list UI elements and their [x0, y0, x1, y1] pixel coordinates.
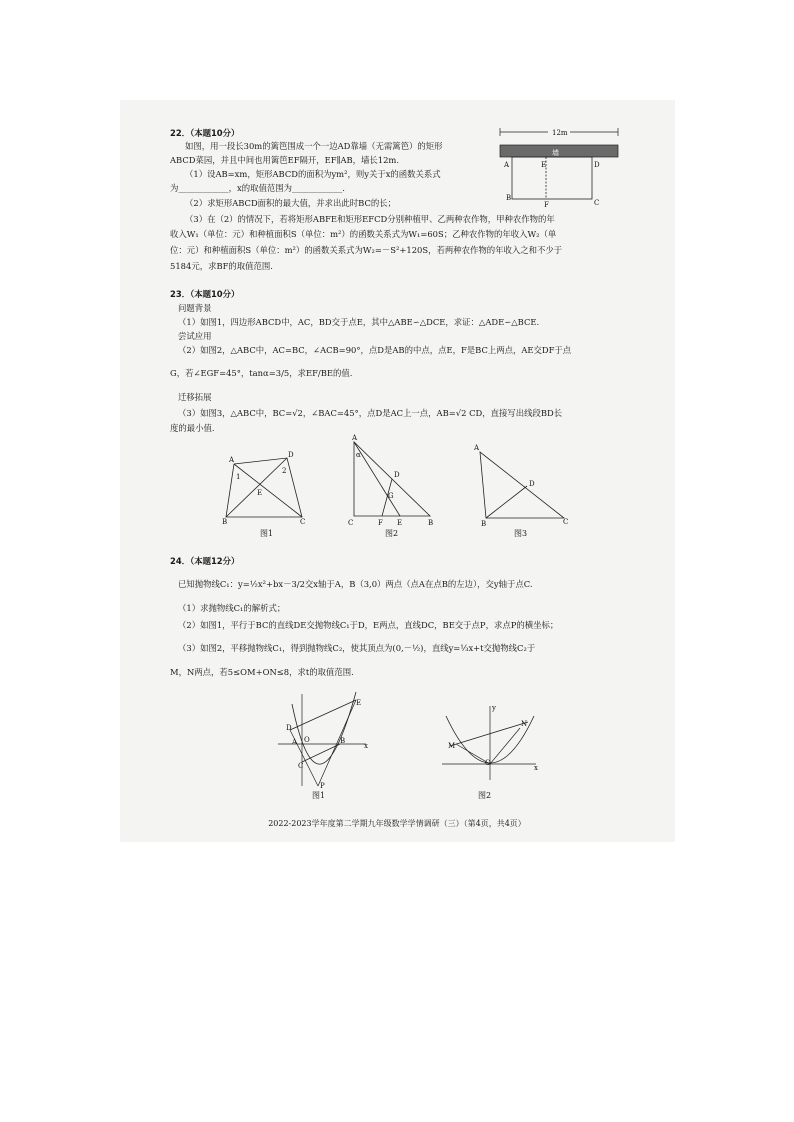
svg-text:B: B	[428, 519, 434, 527]
svg-text:D: D	[288, 451, 294, 459]
point-label: B	[506, 194, 512, 202]
q23-line: 问题背景	[178, 303, 212, 313]
q24-header: 24．（本题12分）	[170, 556, 240, 566]
q24-line: （3）如图2，平移抛物线C₁，得到抛物线C₂，使其顶点为(0,－½)，直线y=⅓x+t交抛物线C₂于	[178, 643, 536, 653]
svg-text:1: 1	[236, 473, 241, 481]
svg-text:A: A	[352, 434, 358, 442]
svg-text:2: 2	[282, 467, 287, 475]
page-footer: 2022-2023学年度第二学期九年级数学学情调研（三）（第4页，共4页）	[268, 819, 526, 828]
q22-figure	[498, 124, 628, 209]
point-label: F	[544, 201, 549, 209]
svg-text:A: A	[229, 456, 235, 464]
q22-line: 5184元，求BF的取值范围.	[170, 261, 273, 271]
q24-line: （1）求抛物线C₁的解析式；	[178, 603, 286, 613]
q22-line: 为____________，x的取值范围为____________.	[170, 183, 345, 193]
svg-text:E: E	[257, 489, 263, 497]
wall-label: 墙	[552, 149, 559, 157]
q24-figure-2	[436, 700, 540, 784]
svg-text:D: D	[286, 724, 292, 732]
svg-text:x: x	[364, 742, 368, 750]
q22-line: （2）求矩形ABCD面积的最大值，并求出此时BC的长；	[185, 198, 397, 208]
svg-text:y: y	[492, 704, 496, 712]
svg-text:D: D	[394, 471, 400, 479]
q23-line: 迁移拓展	[178, 392, 212, 402]
figure-caption: 图1	[260, 529, 274, 538]
svg-text:G: G	[388, 492, 394, 500]
q22-line: （3）在（2）的情况下，若将矩形ABFE和矩形EFCD分别种植甲、乙两种农作物，甲种农作物的年	[185, 214, 555, 224]
figure-caption: 图2	[385, 529, 399, 538]
q22-line: ABCD菜园，并且中间也用篱笆EF隔开，EF∥AB，墙长12m.	[170, 155, 400, 165]
svg-text:F: F	[378, 519, 383, 527]
q23-header: 23．（本题10分）	[170, 289, 240, 299]
figure-caption: 图2	[478, 791, 492, 800]
q22-header: 22．（本题10分）	[170, 128, 240, 138]
q24-line: M，N两点，若5≤OM+ON≤8，求t的取值范围.	[170, 667, 354, 677]
svg-text:C: C	[300, 518, 306, 526]
svg-text:P: P	[320, 782, 325, 790]
point-label: C	[594, 199, 600, 207]
q23-line: G，若∠EGF=45°，tanα=3/5，求EF/BE的值.	[170, 368, 353, 378]
q24-figure-1	[272, 686, 372, 790]
svg-text:O: O	[304, 736, 310, 744]
svg-text:C: C	[298, 762, 304, 770]
svg-text:D: D	[529, 480, 535, 488]
q23-figure-2	[348, 436, 438, 528]
point-label: A	[504, 161, 510, 169]
q23-line: 度的最小值.	[170, 423, 215, 433]
figure-caption: 图3	[514, 529, 528, 538]
svg-text:x: x	[534, 764, 538, 772]
q23-line: （1）如图1，四边形ABCD中，AC，BD交于点E，其中△ABE∽△DCE，求证：△ADE∽△BCE.	[178, 317, 540, 327]
svg-text:M: M	[448, 742, 456, 750]
svg-text:C: C	[563, 518, 569, 526]
q23-line: （3）如图3，△ABC中，BC=√2，∠BAC=45°，点D是AC上一点，AB=√2 CD，直接写出线段BD长	[178, 408, 563, 418]
svg-text:A: A	[474, 444, 480, 452]
figure-caption: 图1	[312, 791, 326, 800]
svg-text:E: E	[397, 519, 403, 527]
q22-line: 如图，用一段长30m的篱笆围成一个一边AD靠墙（无需篱笆）的矩形	[185, 141, 443, 151]
svg-text:B: B	[340, 737, 346, 745]
q23-line: （2）如图2，△ABC中，AC=BC，∠ACB=90°，点D是AB的中点，点E，F是BC上两点，AE交DF于点	[178, 345, 572, 355]
q22-line: 位：元）和种植面积S（单位：m²）的函数关系式为W₂=－S²+120S，若两种农作物的年收入之和不少于	[170, 245, 563, 255]
q22-line: （1）设AB=xm，矩形ABCD的面积为ym²，则y关于x的函数关系式	[185, 169, 441, 179]
svg-text:N: N	[521, 720, 528, 728]
point-label: E	[541, 161, 547, 169]
svg-text:A: A	[292, 738, 298, 746]
svg-text:B: B	[481, 520, 487, 528]
svg-text:E: E	[356, 699, 362, 707]
wall-length-label: 12m	[552, 129, 568, 137]
svg-text:O: O	[485, 759, 491, 767]
svg-text:B: B	[222, 518, 228, 526]
svg-text:α: α	[356, 451, 361, 459]
point-label: D	[594, 161, 600, 169]
q23-line: 尝试应用	[178, 331, 212, 341]
q23-figure-1	[222, 448, 322, 528]
q24-line: 已知抛物线C₁：y=½x²+bx－3/2交x轴于A，B（3,0）两点（点A在点B的左边），交y轴于点C.	[178, 579, 533, 589]
q22-line: 收入W₁（单位：元）和种植面积S（单位：m²）的函数关系式为W₁=60S；乙种农作物的年收入W₂（单	[170, 229, 557, 239]
q24-line: （2）如图1，平行于BC的直线DE交抛物线C₁于D，E两点，直线DC，BE交于点P，求点P的横坐标；	[178, 620, 559, 630]
q23-figure-3	[474, 440, 574, 526]
svg-text:C: C	[348, 519, 354, 527]
